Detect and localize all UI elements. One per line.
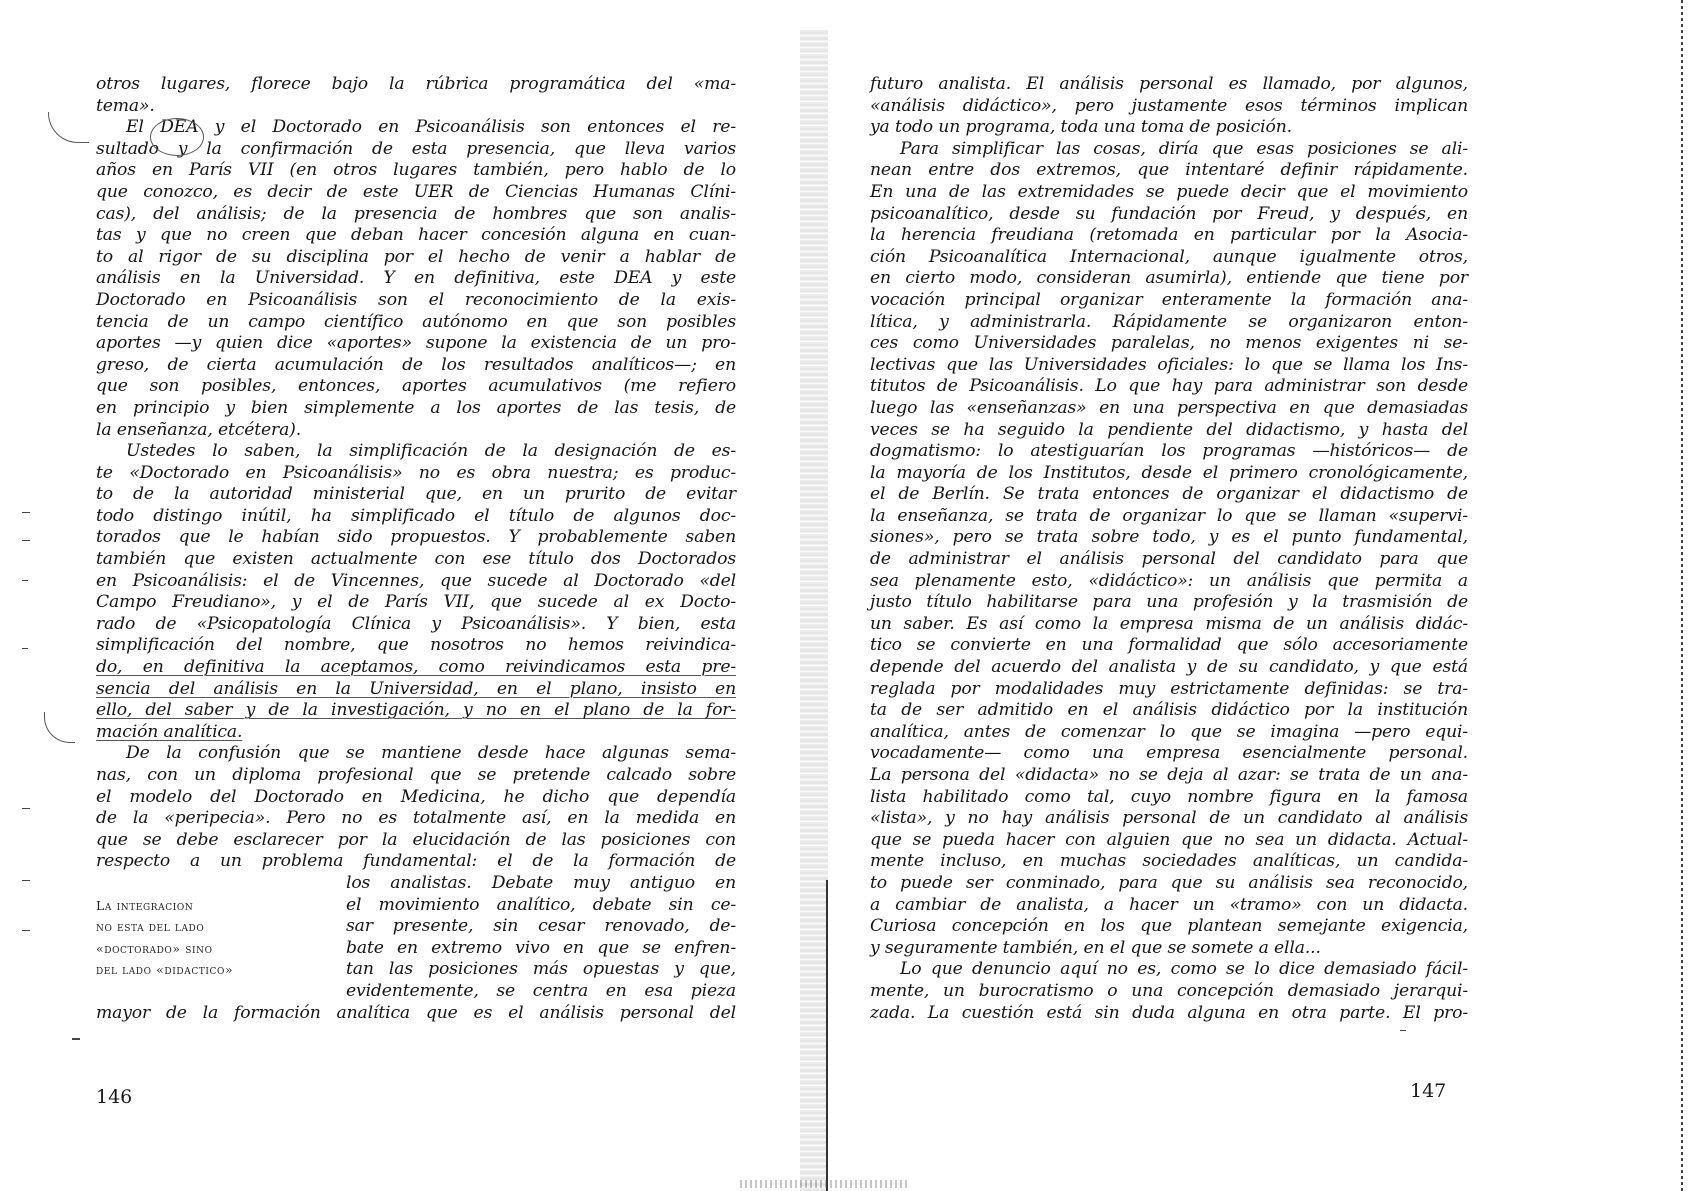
text-line: tema». — [96, 95, 155, 116]
margin-tick-mark — [1400, 1030, 1406, 1031]
text-line: ción Psicoanalítica Internacional, aunque igualmente otros, — [870, 246, 1468, 267]
text-line: to al rigor de su disciplina por el hecho de venir a hablar de — [96, 246, 736, 267]
margin-note-line — [96, 981, 346, 1003]
margin-note-line: «doctorado» sino — [96, 940, 213, 956]
text-line: la mayoría de los Institutos, desde el primero cronológicamente, — [870, 462, 1468, 483]
text-line: mente, un burocratismo o una concepción demasiado jerarqui- — [870, 980, 1468, 1001]
text-line: tico se convierte en una formalidad que sólo accesoriamente — [870, 635, 1468, 656]
margin-note-line — [96, 873, 346, 895]
text-line: sar presente, sin cesar renovado, de- — [346, 916, 736, 937]
margin-tick-mark — [22, 580, 28, 581]
margin-tick-mark — [22, 880, 30, 881]
text-line: evidentemente, se centra en esa pieza — [346, 980, 736, 1001]
text-line: también que existen actualmente con ese título dos Doctorados — [96, 549, 736, 570]
text-line: «análisis didáctico», pero justamente esos términos implican — [870, 95, 1468, 116]
text-line: «lista», y no hay análisis personal de un candidato al análisis — [870, 808, 1468, 829]
text-line: en principio y bien simplemente a los aportes de las tesis, de — [96, 397, 736, 418]
text-line: el de Berlín. Se trata entonces de organizar el didactismo de — [870, 484, 1468, 505]
text-line: psicoanalítico, desde su fundación por Freud, y después, en — [870, 203, 1468, 224]
text-line: greso, de cierta acumulación de los resultados analíticos—; en — [96, 354, 736, 375]
right-page-body — [870, 74, 1468, 1024]
text-line: justo título habilitarse para una profesión y la trasmisión de — [870, 592, 1468, 613]
text-line: nas, con un diploma profesional que se pretende calcado sobre — [96, 765, 736, 785]
underlined-line: ello, del saber y de la investigación, y no en el plano de la for- — [96, 700, 736, 721]
page-number: 147 — [1410, 1080, 1447, 1102]
text-line: de administrar el análisis personal del candidato para que — [870, 549, 1468, 570]
margin-note-line: La integracion — [96, 897, 194, 913]
margin-tick-mark — [22, 512, 30, 513]
text-line: el modelo del Doctorado en Medicina, he dicho que dependía — [96, 786, 736, 807]
text-line: ta de ser admitido en el análisis didáctico por la institución — [870, 700, 1468, 721]
page-edge — [1681, 0, 1683, 1191]
side-row — [96, 959, 736, 981]
text-line: lectivas que las Universidades oficiales: lo que se llama los Ins- — [870, 354, 1468, 375]
side-row — [96, 938, 736, 960]
side-row — [96, 981, 736, 1003]
text-line: cas), del análisis; de la presencia de hombres que son analis- — [96, 203, 736, 224]
left-page-body — [96, 74, 736, 1024]
margin-tick-mark — [22, 930, 30, 931]
page-number: 146 — [96, 1086, 133, 1108]
text-line: Doctorado en Psicoanálisis son el reconocimiento de la exis- — [96, 289, 736, 310]
text-line: rado de «Psicopatología Clínica y Psicoanálisis». Y bien, esta — [96, 613, 736, 634]
text-line: depende del acuerdo del analista y de su candidato, y que está — [870, 657, 1468, 678]
underlined-line: sencia del análisis en la Universidad, en el plano, insisto en — [96, 678, 736, 699]
text-line: respecto a un problema fundamental: el de la formación de — [96, 851, 736, 872]
text-line: mayor de la formación analítica que es el análisis personal del — [96, 1002, 736, 1023]
underlined-line: mación analítica. — [96, 721, 243, 742]
text-line: nean entre dos extremos, que intentaré definir rápidamente. — [870, 160, 1468, 181]
text-line: En una de las extremidades se puede decir que el movimiento — [870, 181, 1468, 202]
text-line: Curiosa concepción en los que plantean semejante exigencia, — [870, 916, 1468, 937]
text-line: y seguramente también, en el que se somete a ella... — [870, 937, 1321, 958]
text-line: analítica, antes de comenzar lo que se imagina —pero equi- — [870, 721, 1468, 742]
paragraph-start-line: De la confusión que se mantiene desde hace algunas sema- — [126, 743, 736, 764]
text-line: en Psicoanálisis: el de Vincennes, que sucede al Doctorado «del — [96, 570, 736, 591]
text-line: te «Doctorado en Psicoanálisis» no es obra nuestra; es produc- — [96, 462, 736, 483]
text-line: los analistas. Debate muy antiguo en — [346, 872, 736, 893]
margin-note-line: no esta del lado — [96, 919, 205, 935]
text-line: zada. La cuestión está sin duda alguna en otra parte. El pro- — [870, 1002, 1468, 1023]
text-line: de la «peripecia». Pero no es totalmente así, en la medida en — [96, 808, 736, 829]
text-line: reglada por modalidades muy estrictamente definidas: se tra- — [870, 678, 1468, 699]
text-line: a cambiar de analista, a hacer un «tramo» con un didacta. — [870, 894, 1468, 915]
text-line: el movimiento analítico, debate sin ce- — [346, 894, 736, 915]
side-row — [96, 916, 736, 938]
margin-tick-mark — [22, 808, 30, 809]
text-line: simplificación del nombre, que nosotros no hemos reivindica- — [96, 635, 736, 656]
pencil-bracket-annotation — [44, 712, 75, 743]
text-line: años en París VII (en otros lugares también, pero hablo de lo — [96, 160, 736, 181]
paragraph-start-line: Lo que denuncio aquí no es, como se lo dice demasiado fácil- — [900, 959, 1468, 980]
paragraph-start-line: El DEA y el Doctorado en Psicoanálisis son entonces el re- — [126, 117, 736, 138]
right-page — [820, 0, 1688, 1191]
text-line: todo distingo inútil, ha simplificado el título de algunos doc- — [96, 505, 736, 526]
margin-tick-mark — [22, 540, 30, 541]
underlined-line: do, en definitiva la aceptamos, como reivindicamos esta pre- — [96, 657, 736, 678]
text-line: veces se ha seguido la pendiente del didactismo, y hasta del — [870, 419, 1468, 440]
text-line: sultado y la confirmación de esta presencia, que lleva varios — [96, 138, 736, 159]
text-line: futuro analista. El análisis personal es llamado, por algunos, — [870, 74, 1468, 94]
underlined-line: tencia de un campo científico autónomo en que son posibles — [96, 311, 736, 332]
side-row — [96, 895, 736, 917]
text-line: ya todo un programa, toda una toma de posición. — [870, 117, 1292, 138]
margin-tick-mark — [72, 1038, 80, 1040]
text-line: Campo Freudiano», y el de París VII, que sucede al ex Docto- — [96, 592, 736, 613]
pencil-arrow-annotation — [48, 112, 89, 143]
text-line: tan las posiciones más opuestas y que, — [346, 959, 736, 980]
text-line: que se pueda hacer con alguien que no sea un didacta. Actual- — [870, 829, 1468, 850]
text-line: luego las «enseñanzas» en una perspectiva en que demasiadas — [870, 397, 1468, 418]
text-line: mente incluso, en muchas sociedades analíticas, un candida- — [870, 851, 1468, 872]
margin-tick-mark — [22, 648, 28, 649]
text-line: siones», pero se trata sobre todo, y es el punto fundamental, — [870, 527, 1468, 548]
text-line: lítica, y administrarla. Rápidamente se organizaron enton- — [870, 311, 1468, 332]
side-row — [96, 873, 736, 895]
text-line: La persona del «didacta» no se deja al azar: se trata de un ana- — [870, 765, 1468, 785]
text-line: lista habilitado como tal, cuyo nombre figura en la famosa — [870, 786, 1468, 807]
text-line: to de la autoridad ministerial que, en un prurito de evitar — [96, 484, 736, 505]
text-line: torados que le habían sido propuestos. Y probablemente saben — [96, 527, 736, 548]
text-line: la herencia freudiana (retomada en particular por la Asocia- — [870, 225, 1468, 246]
text-line: vocadamente— como una empresa esencialmente personal. — [870, 743, 1468, 764]
left-page — [0, 0, 800, 1191]
text-line: tas y que no creen que deban hacer concesión alguna en cuan- — [96, 225, 736, 246]
underlined-line: que son posibles, entonces, aportes acumulativos (me refiero — [96, 376, 736, 397]
underlined-line: aportes —y quien dice «aportes» supone la existencia de un pro- — [96, 333, 736, 354]
text-line: la enseñanza, etcétera). — [96, 419, 302, 440]
text-line: un saber. Es así como la empresa misma de un análisis didác- — [870, 613, 1468, 634]
text-line: sea plenamente esto, «didáctico»: un análisis que permita a — [870, 570, 1468, 591]
text-line: que conozco, es decir de este UER de Ciencias Humanas Clíni- — [96, 181, 736, 202]
text-line: otros lugares, florece bajo la rúbrica programática del «ma- — [96, 74, 736, 94]
text-line: to puede ser conminado, para que su análisis sea reconocido, — [870, 872, 1468, 893]
margin-note-line: del lado «didactico» — [96, 962, 234, 978]
text-line: vocación principal organizar enteramente la formación ana- — [870, 289, 1468, 310]
text-line: en cierto modo, consideran asumirla), entiende que tiene por — [870, 268, 1468, 289]
text-line: análisis en la Universidad. Y en definitiva, este DEA y este — [96, 268, 736, 289]
text-line: titutos de Psicoanálisis. Lo que hay para administrar son desde — [870, 376, 1468, 397]
paragraph-start-line: Para simplificar las cosas, diría que esas posiciones se ali- — [900, 138, 1468, 159]
paragraph-start-line: Ustedes lo saben, la simplificación de la designación de es- — [126, 441, 736, 462]
text-line: bate en extremo vivo en que se enfren- — [346, 937, 736, 958]
text-line: ces como Universidades paralelas, no menos exigentes ni se- — [870, 333, 1468, 354]
text-line: dogmatismo: lo atestiguarían los programas —históricos— de — [870, 441, 1468, 462]
pencil-circle-annotation — [150, 118, 204, 156]
text-line: la enseñanza, se trata de organizar lo que se llaman «supervi- — [870, 505, 1468, 526]
text-line: que se debe esclarecer por la elucidación de las posiciones con — [96, 829, 736, 850]
